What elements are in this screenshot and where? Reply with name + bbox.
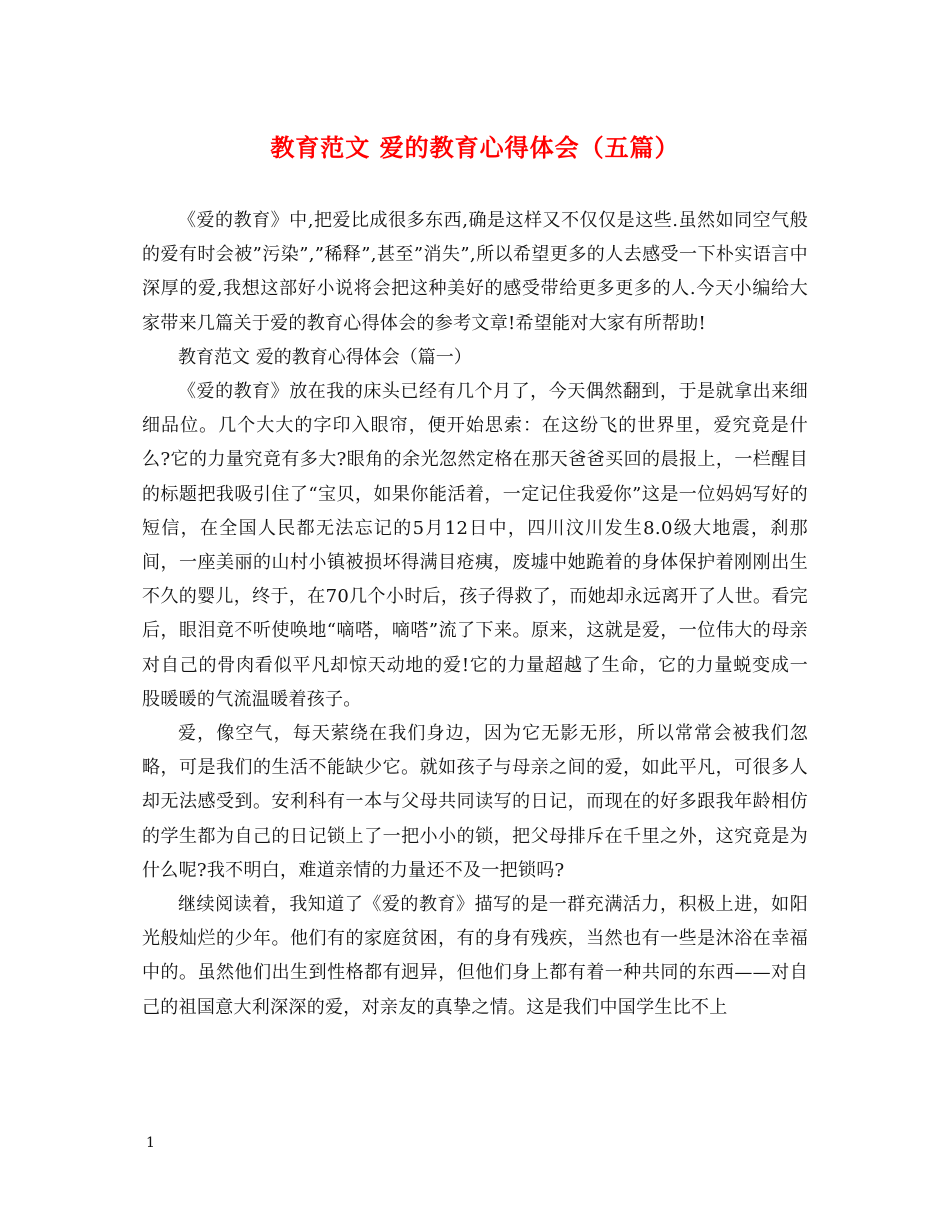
page-number: 1	[146, 1135, 155, 1151]
body-paragraph: 爱，像空气，每天萦绕在我们身边，因为它无影无形，所以常常会被我们忽略，可是我们的生活不能缺少它。就如孩子与母亲之间的爱，如此平凡，可很多人却无法感受到。安利科有一本与父母共同读写的日记，而现在的好多跟我年龄相仿的学生都为自己的日记锁上了一把小小的锁，把父母排斥在千里之外，这究竟是为什么呢?我不明白，难道亲情的力量还不及一把锁吗?	[142, 723, 808, 881]
body-paragraph: 继续阅读着，我知道了《爱的教育》描写的是一群充满活力，积极上进，如阳光般灿烂的少年。他们有的家庭贫困，有的身有残疾，当然也有一些是沐浴在幸福中的。虽然他们出生到性格都有迥异，但他们身上都有着一种共同的东西——对自己的祖国意大利深深的爱，对亲友的真挚之情。这是我们中国学生比不上	[142, 894, 808, 1018]
section-heading: 教育范文 爱的教育心得体会（篇一）	[178, 346, 472, 368]
intro-paragraph: 《爱的教育》中,把爱比成很多东西,确是这样又不仅仅是这些.虽然如同空气般的爱有时会被”污染”,”稀释”,甚至”消失”,所以希望更多的人去感受一下朴实语言中深厚的爱,我想这部好小说将会把这种美好的感受带给更多更多的人.今天小编给大家带来几篇关于爱的教育心得体会的参考文章!希望能对大家有所帮助!	[142, 210, 808, 334]
body-paragraph: 《爱的教育》放在我的床头已经有几个月了，今天偶然翻到，于是就拿出来细细品位。几个大大的字印入眼帘，便开始思索：在这纷飞的世界里，爱究竟是什么?它的力量究竟有多大?眼角的余光忽然定格在那天爸爸买回的晨报上，一栏醒目的标题把我吸引住了“宝贝，如果你能活着，一定记住我爱你”这是一位妈妈写好的短信，在全国人民都无法忘记的5月12日中，四川汶川发生8.0级大地震，刹那间，一座美丽的山村小镇被损坏得满目疮痍，废墟中她跪着的身体保护着刚刚出生不久的婴儿，终于，在70几个小时后，孩子得救了，而她却永远离开了人世。看完后，眼泪竟不听使唤地“嘀嗒，嘀嗒”流了下来。原来，这就是爱，一位伟大的母亲对自己的骨肉看似平凡却惊天动地的爱!它的力量超越了生命，它的力量蜕变成一股暖暖的气流温暖着孩子。	[142, 381, 808, 710]
document-body	[142, 204, 808, 1025]
document-title: 教育范文 爱的教育心得体会（五篇）	[270, 133, 680, 162]
